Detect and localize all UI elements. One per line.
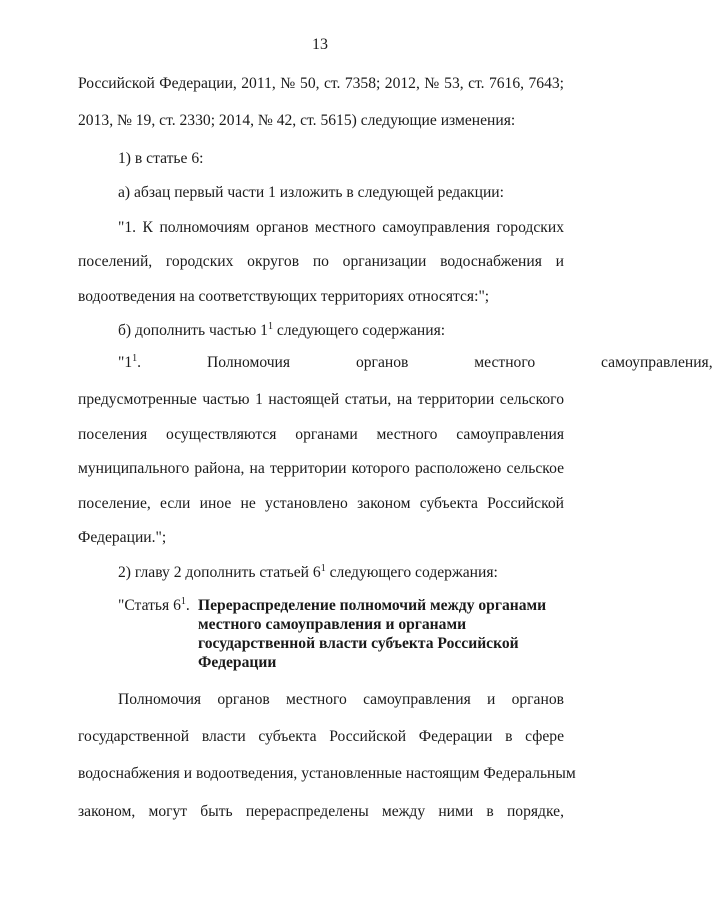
text-segment: следующего содержания: — [325, 564, 498, 581]
text-segment: "Статья 6 — [118, 597, 181, 614]
text-line: 2013, № 19, ст. 2330; 2014, № 42, ст. 5615) следующие изменения: — [78, 112, 516, 129]
article-title-line: Перераспределение полномочий между органами — [198, 597, 547, 614]
page-number: 13 — [312, 36, 328, 53]
text-line: водоотведения на соответствующих территориях относятся:"; — [78, 288, 490, 305]
text-segment: . Полномочия органов местного самоуправления, — [137, 354, 713, 371]
text-line: Российской Федерации, 2011, № 50, ст. 7358; 2012, № 53, ст. 7616, 7643; — [78, 75, 564, 92]
text-line: муниципального района, на территории которого расположено сельское — [78, 460, 564, 477]
text-line — [118, 563, 564, 583]
text-line: государственной власти субъекта Российской Федерации в сфере — [78, 728, 564, 745]
text-line: законом, могут быть перераспределены между ними в порядке, — [78, 803, 564, 820]
superscript: 1 — [180, 596, 186, 607]
superscript: 1 — [320, 563, 326, 574]
text-line: Полномочия органов местного самоуправления и органов — [118, 691, 564, 708]
article-title-line: государственной власти субъекта Российской — [198, 635, 519, 652]
text-segment: б) дополнить частью 1 — [118, 322, 268, 339]
text-line: предусмотренные частью 1 настоящей статьи, на территории сельского — [78, 391, 564, 408]
superscript: 1 — [267, 321, 273, 332]
superscript: 1 — [132, 353, 138, 364]
text-segment: 2) главу 2 дополнить статьей 6 — [118, 564, 321, 581]
text-line: 1) в статье 6: — [118, 150, 204, 167]
text-line: водоснабжения и водоотведения, установленные настоящим Федеральным — [78, 765, 576, 782]
text-segment: следующего содержания: — [272, 322, 446, 339]
article-label — [118, 596, 190, 616]
article-title-line: местного самоуправления и органами — [198, 616, 467, 633]
text-line: "1. К полномочиям органов местного самоуправления городских — [118, 219, 564, 236]
article-title-line: Федерации — [198, 654, 277, 671]
text-line: поселение, если иное не установлено законом субъекта Российской — [78, 495, 564, 512]
text-line: поселений, городских округов по организации водоснабжения и — [78, 253, 564, 270]
article-title — [198, 596, 558, 672]
text-line — [118, 353, 713, 373]
text-line: а) абзац первый части 1 изложить в следующей редакции: — [118, 184, 504, 201]
text-line: поселения осуществляются органами местного самоуправления — [78, 426, 564, 443]
text-segment: . — [185, 597, 190, 614]
text-line: Федерации."; — [78, 529, 167, 546]
text-line — [118, 321, 564, 341]
text-segment: "1 — [118, 354, 133, 371]
